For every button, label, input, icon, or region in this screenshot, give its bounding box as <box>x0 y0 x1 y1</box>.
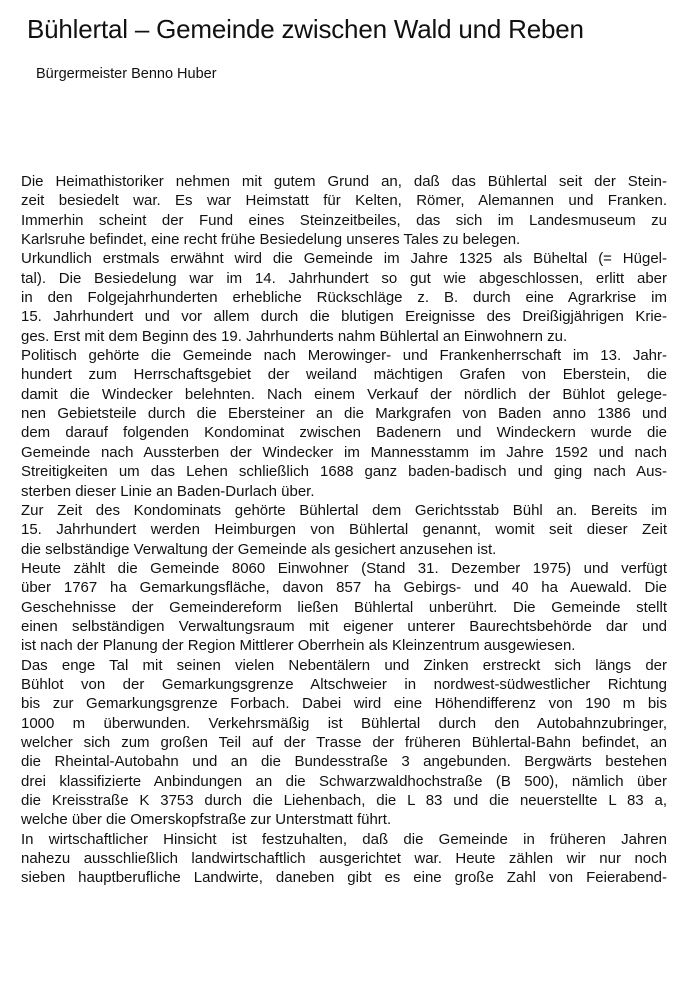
text-line: In wirtschaftlicher Hinsicht ist festzuhalten, daß die Gemeinde in früheren Jahren <box>21 830 667 848</box>
text-line: ges. Erst mit dem Beginn des 19. Jahrhunderts nahm Bühlertal an Einwohnern zu. <box>21 327 568 345</box>
text-line: Das enge Tal mit seinen vielen Nebentälern und Zinken erstreckt sich längs der <box>21 656 667 674</box>
text-line: Urkundlich erstmals erwähnt wird die Gemeinde im Jahre 1325 als Büheltal (= Hügel- <box>21 250 667 268</box>
text-line: zeit besiedelt war. Es war Heimstatt für Kelten, Römer, Alemannen und Franken. <box>21 192 667 210</box>
text-line: nen Gebietsteile durch die Ebersteiner an die Markgrafen von Baden anno 1386 und <box>21 405 667 423</box>
text-line: Die Heimathistoriker nehmen mit gutem Grund an, daß das Bühlertal seit der Stein- <box>21 173 667 190</box>
paragraph <box>21 830 667 888</box>
text-line: Bühlot von der Gemarkungsgrenze Altschweier in nordwest-südwestlicher Richtung <box>21 675 667 693</box>
text-line: Politisch gehörte die Gemeinde nach Merowinger- und Frankenherrschaft im 13. Jahr- <box>21 347 667 365</box>
text-line: 15. Jahrhundert und vor allem durch die blutigen Ereignisse des Dreißigjährigen Krie- <box>21 308 667 326</box>
text-line: die selbständige Verwaltung der Gemeinde als gesichert anzusehen ist. <box>21 540 497 558</box>
text-line: ist nach der Planung der Region Mittlerer Oberrhein als Kleinzentrum ausgewiesen. <box>21 637 576 655</box>
text-line: 1000 m überwunden. Verkehrsmäßig ist Bühlertal durch den Autobahnzubringer, <box>21 714 667 732</box>
text-line: einen selbständigen Verwaltungsraum mit eigener unterer Baurechtsbehörde dar und <box>21 617 667 635</box>
text-line: nahezu ausschließlich landwirtschaftlich ausgerichtet war. Heute zählen wir nur noch <box>21 850 667 868</box>
text-line: damit die Windecker belehnten. Nach einem Verkauf der nördlich der Bühlot gelege- <box>21 385 667 403</box>
text-line: Streitigkeiten um das Lehen schließlich 1688 ganz baden-badisch und ging nach Aus- <box>21 463 667 481</box>
text-line: die Rheintal-Autobahn und an die Bundesstraße 3 angebunden. Bergwärts bestehen <box>21 753 667 771</box>
paragraph <box>21 559 667 656</box>
text-line: Gemeinde nach Aussterben der Windecker im Mannesstamm im Jahre 1592 und nach <box>21 443 667 461</box>
text-line: bis zur Gemarkungsgrenze Forbach. Dabei wird eine Höhendifferenz von 190 m bis <box>21 695 667 713</box>
paragraph <box>21 346 667 501</box>
text-line: Zur Zeit des Kondominats gehörte Bühlertal dem Gerichtsstab Bühl an. Bereits im <box>21 501 667 519</box>
author-line: Bürgermeister Benno Huber <box>36 66 217 82</box>
text-line: in den Folgejahrhunderten erhebliche Rückschläge z. B. durch eine Agrarkrise im <box>21 289 667 307</box>
text-line: hundert zum Herrschaftsgebiet der weiland mächtigen Grafen von Eberstein, die <box>21 366 667 384</box>
paragraph <box>21 501 667 559</box>
text-line: sterben dieser Linie an Baden-Durlach über. <box>21 482 315 500</box>
paragraph <box>21 249 667 346</box>
text-line: Geschehnisse der Gemeindereform ließen Bühlertal unberührt. Die Gemeinde stellt <box>21 598 667 616</box>
paragraph <box>21 656 667 830</box>
text-line: über 1767 ha Gemarkungsfläche, davon 857 ha Gebirgs- und 40 ha Auewald. Die <box>21 579 667 597</box>
text-line: Immerhin scheint der Fund eines Steinzeitbeiles, das sich im Landesmuseum zu <box>21 211 667 229</box>
paragraph <box>21 172 667 249</box>
text-line: tal). Die Besiedelung war im 14. Jahrhundert so gut wie abgeschlossen, erlitt aber <box>21 269 667 287</box>
document-body <box>21 172 667 888</box>
text-line: drei klassifizierte Anbindungen an die Schwarzwaldhochstraße (B 500), nämlich über <box>21 772 667 790</box>
document-title: Bühlertal – Gemeinde zwischen Wald und Reben <box>27 14 584 44</box>
text-line: die Kreisstraße K 3753 durch die Liehenbach, die L 83 und die neuerstellte L 83 a, <box>21 792 667 809</box>
text-line: dem darauf folgenden Kondominat zwischen Badenern und Windeckern wurde die <box>21 424 667 442</box>
text-line: Karlsruhe befindet, eine recht frühe Besiedelung unseres Tales zu belegen. <box>21 231 521 249</box>
text-line: 15. Jahrhundert werden Heimburgen von Bühlertal genannt, womit seit dieser Zeit <box>21 521 667 539</box>
text-line: Heute zählt die Gemeinde 8060 Einwohner (Stand 31. Dezember 1975) und verfügt <box>21 559 667 577</box>
text-line: welcher sich zum großen Teil auf der Trasse der früheren Bühlertal-Bahn befindet, an <box>21 733 667 751</box>
text-line: sieben hauptberufliche Landwirte, daneben gibt es eine große Zahl von Feierabend- <box>21 869 667 887</box>
text-line: welche über die Omerskopfstraße zur Unterstmatt führt. <box>21 811 392 829</box>
